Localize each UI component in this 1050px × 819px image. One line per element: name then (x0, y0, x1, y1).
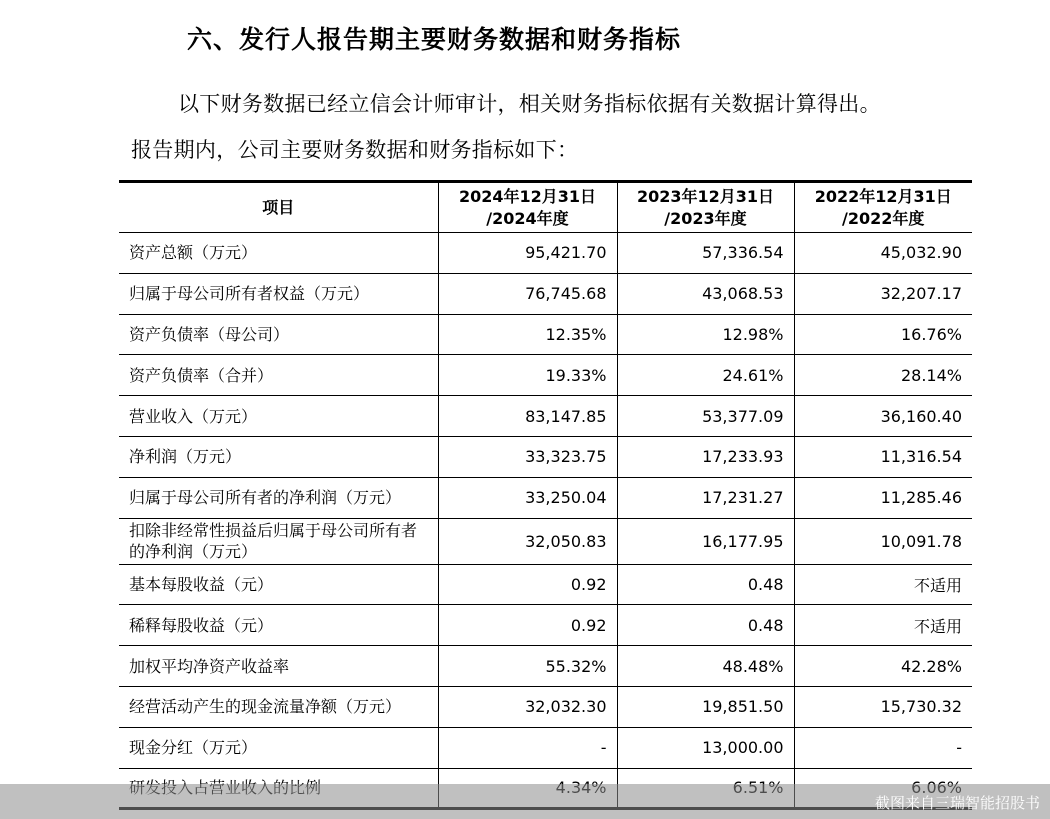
row-value-2023: 48.48% (617, 646, 794, 687)
row-value-2024: 19.33% (438, 355, 617, 396)
header-2023 (617, 182, 794, 233)
row-value-2024: 0.92 (438, 605, 617, 646)
row-item-label: 资产总额（万元） (119, 233, 438, 274)
header-2022-line2: /2022年度 (842, 208, 925, 228)
row-value-2022: 不适用 (794, 605, 972, 646)
row-value-2022: - (794, 727, 972, 768)
header-2022 (794, 182, 972, 233)
table-row (119, 518, 972, 564)
row-value-2022: 11,285.46 (794, 477, 972, 518)
row-item-label: 现金分红（万元） (119, 727, 438, 768)
row-value-2022: 15,730.32 (794, 686, 972, 727)
table-row (119, 646, 972, 687)
row-value-2024: 33,323.75 (438, 436, 617, 477)
table-row (119, 686, 972, 727)
row-value-2023: 0.48 (617, 564, 794, 605)
table-row (119, 273, 972, 314)
row-item-label: 经营活动产生的现金流量净额（万元） (119, 686, 438, 727)
row-item-label: 归属于母公司所有者权益（万元） (119, 273, 438, 314)
row-value-2023: 12.98% (617, 314, 794, 355)
header-2022-line1: 2022年12月31日 (814, 186, 952, 206)
row-value-2022: 11,316.54 (794, 436, 972, 477)
row-item-label: 净利润（万元） (119, 436, 438, 477)
row-value-2022: 45,032.90 (794, 233, 972, 274)
row-value-2023: 57,336.54 (617, 233, 794, 274)
row-value-2022: 16.76% (794, 314, 972, 355)
table-row (119, 314, 972, 355)
row-value-2022: 42.28% (794, 646, 972, 687)
header-2024-line1: 2024年12月31日 (458, 186, 597, 206)
row-value-2023: 19,851.50 (617, 686, 794, 727)
intro-paragraph: 以下财务数据已经立信会计师审计，相关财务指标依据有关数据计算得出。 (178, 92, 881, 116)
row-item-label: 稀释每股收益（元） (119, 605, 438, 646)
row-value-2024: 12.35% (438, 314, 617, 355)
row-item-label: 基本每股收益（元） (119, 564, 438, 605)
header-item (119, 182, 438, 233)
row-value-2022: 不适用 (794, 564, 972, 605)
row-value-2024: 0.92 (438, 564, 617, 605)
row-item-label: 资产负债率（母公司） (119, 314, 438, 355)
row-value-2024: 32,050.83 (438, 518, 617, 564)
row-value-2023: 24.61% (617, 355, 794, 396)
header-item-label: 项目 (262, 197, 295, 217)
table-header-row (119, 182, 972, 233)
row-item-label: 营业收入（万元） (119, 396, 438, 437)
section-heading: 六、发行人报告期主要财务数据和财务指标 (187, 25, 682, 54)
row-value-2022: 10,091.78 (794, 518, 972, 564)
row-item-label: 归属于母公司所有者的净利润（万元） (119, 477, 438, 518)
header-2023-line2: /2023年度 (664, 208, 747, 228)
table-intro-paragraph: 报告期内，公司主要财务数据和财务指标如下： (131, 138, 579, 162)
row-value-2024: 55.32% (438, 646, 617, 687)
row-value-2024: 95,421.70 (438, 233, 617, 274)
row-value-2023: 53,377.09 (617, 396, 794, 437)
table-row (119, 564, 972, 605)
table-row (119, 436, 972, 477)
financial-data-table (119, 180, 972, 810)
row-value-2023: 0.48 (617, 605, 794, 646)
row-item-label: 扣除非经常性损益后归属于母公司所有者的净利润（万元） (119, 518, 438, 564)
row-value-2024: 33,250.04 (438, 477, 617, 518)
row-value-2023: 16,177.95 (617, 518, 794, 564)
row-value-2023: 43,068.53 (617, 273, 794, 314)
row-value-2024: 32,032.30 (438, 686, 617, 727)
table-row (119, 355, 972, 396)
row-item-label: 资产负债率（合并） (119, 355, 438, 396)
row-item-label: 加权平均净资产收益率 (119, 646, 438, 687)
row-value-2022: 32,207.17 (794, 273, 972, 314)
row-value-2023: 17,233.93 (617, 436, 794, 477)
header-2023-line1: 2023年12月31日 (636, 186, 775, 206)
row-value-2024: 76,745.68 (438, 273, 617, 314)
header-2024 (438, 182, 617, 233)
table-row (119, 727, 972, 768)
table-row (119, 396, 972, 437)
table-row (119, 477, 972, 518)
row-value-2023: 17,231.27 (617, 477, 794, 518)
row-value-2024: - (438, 727, 617, 768)
table-row (119, 233, 972, 274)
watermark-text: 截图来自三瑞智能招股书 (874, 794, 1040, 812)
table-row (119, 605, 972, 646)
header-2024-line2: /2024年度 (486, 208, 569, 228)
row-value-2022: 36,160.40 (794, 396, 972, 437)
row-value-2022: 28.14% (794, 355, 972, 396)
row-value-2023: 13,000.00 (617, 727, 794, 768)
row-value-2024: 83,147.85 (438, 396, 617, 437)
